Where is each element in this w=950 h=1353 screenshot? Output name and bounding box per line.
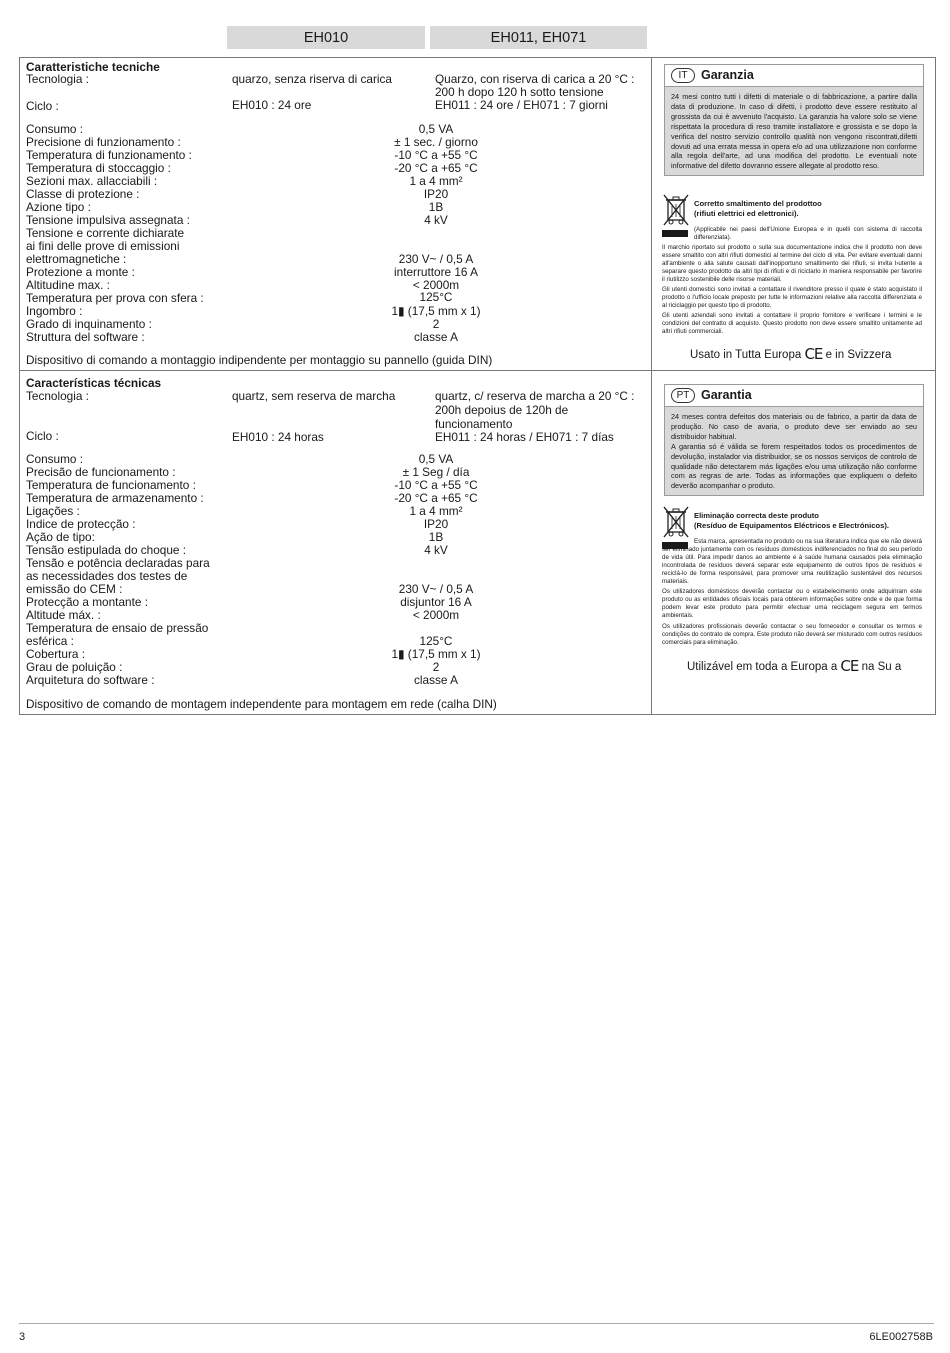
it-usage-after: e in Svizzera <box>825 349 892 361</box>
it-cycle-label: Ciclo : <box>26 99 59 113</box>
spec-value: disjuntor 16 A <box>400 595 472 609</box>
spec-value: 1B <box>428 530 444 544</box>
spec-value: < 2000m <box>412 278 460 292</box>
spec-value: 0,5 VA <box>418 122 454 136</box>
spec-value: 4 kV <box>424 543 448 557</box>
it-weee-note: (Applicabile nei paesi dell'Unione Europea e in quelli con sistema di raccolta differenziata). <box>694 226 922 241</box>
spec-value: 230 V~ / 0,5 A <box>398 252 474 266</box>
it-side-panel <box>651 58 936 370</box>
spec-label: Temperatura de funcionamento : <box>26 478 196 492</box>
spec-label: Protecção a montante : <box>26 595 148 609</box>
spec-table <box>19 57 936 715</box>
it-title: Caratteristiche tecniche <box>26 60 160 74</box>
weee-bin-icon <box>663 194 689 226</box>
spec-label: Ação de tipo: <box>26 530 95 544</box>
spec-value: ± 1 Seg / día <box>402 465 470 479</box>
pt-guarantee-text: 24 meses contra defeitos dos materiais ou de fabrico, a partir da data de produção. No caso de avaria, o produto deve ser enviado ao seu distribuidor habitual. A garantia só é válida se forem respeitados todos os procedimentos de devolução, instalador via distribuidor, se os nossos serviços de controlo de qualidade não detectarem más ligações e/ou uma utilização não conforme com as regras de arte. Todas as informações que expliquem o defeito deverão acompanhar o produto. <box>665 407 923 495</box>
spec-value: -20 °C a +65 °C <box>394 491 478 505</box>
spec-value: -10 °C a +55 °C <box>394 148 478 162</box>
it-tech-eh011-2: 200 h dopo 120 h sotto tensione <box>435 85 604 99</box>
pt-specs <box>20 371 650 714</box>
spec-value: < 2000m <box>412 608 460 622</box>
spec-label: Azione tipo : <box>26 200 91 214</box>
spec-label: elettromagnetiche : <box>26 252 127 266</box>
spec-label: Arquitetura do software : <box>26 673 155 687</box>
spec-value: -10 °C a +55 °C <box>394 478 478 492</box>
pt-tech-eh011-1: quartz, c/ reserva de marcha a 20 °C : <box>435 389 635 403</box>
weee-bar-icon <box>662 230 688 237</box>
it-guarantee-header <box>665 65 923 87</box>
it-guarantee-text: 24 mesi contro tutti i difetti di materiale o di fabbricazione, a partire dalla data di produzione. In caso di difetti, i prodotto deve essere restituito al grossista da cui è avvenuto l'acquisto. La garanzia ha valore solo se viene rispettata la procedura di reso tramite installatore e grossista e se dopo la verifica del nostro servizio controllo qualità non vengono riscontrati,difetti dovuti ad una errata messa in opera e/o ad una utilizzazione non conforme alla regola dell'arte, ad una modifica del prodotto. Le eventuali note informative del difetto dovranno essere allegate al prodotto reso. <box>665 87 923 175</box>
spec-label: Ligações : <box>26 504 80 518</box>
spec-label: Consumo : <box>26 452 84 466</box>
spec-label: Temperatura de armazenamento : <box>26 491 204 505</box>
pt-tech-eh010: quartz, sem reserva de marcha <box>232 389 396 403</box>
spec-label: Cobertura : <box>26 647 86 661</box>
spec-label: Ingombro : <box>26 304 83 318</box>
it-guarantee-title: Garanzia <box>701 68 754 82</box>
spec-value: 125°C <box>419 290 453 304</box>
pt-guarantee-title: Garantia <box>701 388 752 402</box>
spec-label: Temperatura per prova con sfera : <box>26 291 204 305</box>
it-specs <box>20 58 650 370</box>
it-weee-p2: Gli utenti domestici sono invitati a contattare il rivenditore presso il quale è stato acquistato il prodotto o l'ufficio locale preposto per tutte le informazioni relative alla raccolta differenziata e al riciclaggio per questo tipo di prodotto. <box>662 286 922 309</box>
it-country-code: IT <box>671 68 695 83</box>
it-cycle-eh011: EH011 : 24 ore / EH071 : 7 giorni <box>435 98 608 112</box>
pt-usage-after: na Su a <box>861 661 902 673</box>
spec-value: -20 °C a +65 °C <box>394 161 478 175</box>
spec-label: esférica : <box>26 634 74 648</box>
spec-value: 1B <box>428 200 444 214</box>
pt-usage <box>687 657 901 675</box>
it-weee-title <box>694 199 822 219</box>
spec-value: interruttore 16 A <box>394 265 478 279</box>
it-usage-before: Usato in Tutta Europa <box>690 349 802 361</box>
spec-label: Temperatura di stoccaggio : <box>26 161 171 175</box>
pt-usage-before: Utilizável em toda a Europa a <box>687 661 838 673</box>
spec-value: classe A <box>414 330 458 344</box>
page-number: 3 <box>19 1331 26 1343</box>
it-weee-title-2: (rifiuti elettrici ed elettronici). <box>694 209 799 218</box>
spec-label: Consumo : <box>26 122 84 136</box>
spec-value: 1▮ (17,5 mm x 1) <box>391 647 481 661</box>
spec-value: 125°C <box>419 634 453 648</box>
spec-value: IP20 <box>423 187 449 201</box>
pt-tech-eh011-2: 200h depoius de 120h de <box>435 403 569 417</box>
spec-value: 2 <box>432 317 440 331</box>
document-code: 6LE002758B <box>869 1331 933 1343</box>
pt-cycle-eh010: EH010 : 24 horas <box>232 430 324 444</box>
section-portuguese <box>20 371 935 715</box>
it-tech-eh011-1: Quarzo, con riserva di carica a 20 °C : <box>435 72 635 86</box>
it-cycle-eh010: EH010 : 24 ore <box>232 98 312 112</box>
spec-label: as necessidades dos testes de <box>26 569 188 583</box>
spec-label: Altitude máx. : <box>26 608 101 622</box>
it-usage <box>690 345 891 363</box>
ce-mark-icon: CE <box>804 345 823 363</box>
header-eh010: EH010 <box>227 26 425 49</box>
spec-value: 1 a 4 mm² <box>409 504 463 518</box>
pt-tech-eh011-3: funcionamento <box>435 417 513 431</box>
spec-label: Altitudine max. : <box>26 278 110 292</box>
pt-cycle-label: Ciclo : <box>26 429 59 443</box>
spec-label: Tensione e corrente dichiarate <box>26 226 185 240</box>
section-italian <box>20 58 935 371</box>
it-weee-p1: Il marchio riportato sul prodotto o sulla sua documentazione indica che il prodotto non deve essere smaltito con altri rifiuti domestici al termine del ciclo di vita. Per evitare eventuali danni all'ambiente o alla salute causati dall'inopportuno smaltimento dei rifiuti, si invita l›utente a separare questo prodotto da altri tipi di rifiuti e di riciclarlo in maniera responsabile per favorire il riutilizzo sostenibile delle risorse materiali. <box>662 244 922 283</box>
pt-weee-p1: Os utilizadores domésticos deverão contactar ou o estabelecimento onde adquiriram este produto ou as entidades oficiais locais para obterem informações sobre onde e de que forma podem levar este produto para permitir efectuar uma reciclagem segura em termos ambientais. <box>662 588 922 619</box>
pt-weee-title-2: (Resíduo de Equipamentos Eléctricos e Electrónicos). <box>694 521 889 530</box>
header-eh011-eh071: EH011, EH071 <box>430 26 647 49</box>
spec-label: Temperatura de ensaio de pressão <box>26 621 209 635</box>
spec-label: Indice de protecção : <box>26 517 136 531</box>
pt-side-panel <box>651 371 936 714</box>
spec-label: Grado di inquinamento : <box>26 317 152 331</box>
spec-label: Grau de poluição : <box>26 660 123 674</box>
spec-value: ± 1 sec. / giorno <box>394 135 478 149</box>
pt-weee-title <box>694 511 889 531</box>
pt-cycle-eh011: EH011 : 24 horas / EH071 : 7 días <box>435 430 614 444</box>
it-weee-p3: Gli utenti aziendali sono invitati a contattare il proprio fornitore e verificare i termini e le condizioni del contratto di acquisto. Questo prodotto non deve essere smaltito unitamente ad altri rifiuti commerciali. <box>662 312 922 335</box>
pt-title: Características técnicas <box>26 376 162 390</box>
page-footer-rule <box>19 1323 934 1324</box>
spec-label: Sezioni max. allacciabili : <box>26 174 158 188</box>
spec-value: 1▮ (17,5 mm x 1) <box>391 304 481 318</box>
pt-country-code: PT <box>671 388 695 403</box>
spec-label: ai fini delle prove di emissioni <box>26 239 180 253</box>
spec-value: 1 a 4 mm² <box>409 174 463 188</box>
pt-footer: Dispositivo de comando de montagem independente para montagem em rede (calha DIN) <box>26 697 497 711</box>
spec-label: Tensione impulsiva assegnata : <box>26 213 190 227</box>
spec-label: Temperatura di funzionamento : <box>26 148 192 162</box>
weee-bin-icon <box>663 506 689 538</box>
spec-value: classe A <box>414 673 458 687</box>
spec-label: Precisione di funzionamento : <box>26 135 181 149</box>
spec-value: 230 V~ / 0,5 A <box>398 582 474 596</box>
it-tech-eh010: quarzo, senza riserva di carica <box>232 72 392 86</box>
pt-weee-p2: Os utilizadores profissionais deverão contactar o seu fornecedor e consultar os termos e condições do contrato de compra. Este produto não deverá ser misturado com outros resíduos comerciais para eliminação. <box>662 623 922 646</box>
spec-value: IP20 <box>423 517 449 531</box>
spec-label: Tensão estipulada do choque : <box>26 543 187 557</box>
spec-label: emissão do CEM : <box>26 582 123 596</box>
it-footer: Dispositivo di comando a montaggio indipendente per montaggio su pannello (guida DIN) <box>26 353 493 367</box>
pt-weee-note: Esta marca, apresentada no produto ou na sua literatura indica que ele não deverá ser eliminado juntamente com os resíduos domésticos indiferenciados no final do seu período de vida útil. Para impedir danos ao ambiente e à saúde humana causados pela eliminação incontrolada de resíduos deverá separar este equipamento de outros tipos de resíduos e reciclá-lo de forma responsável, para promover uma reutilização sustentável dos recursos materiais. <box>662 538 922 585</box>
spec-label: Struttura del software : <box>26 330 145 344</box>
it-weee-title-1: Corretto smaltimento del prodottoo <box>694 199 822 208</box>
pt-guarantee-box <box>664 384 924 496</box>
ce-mark-icon: CE <box>840 657 859 675</box>
spec-value: 2 <box>432 660 440 674</box>
spec-label: Protezione a monte : <box>26 265 135 279</box>
spec-value: 4 kV <box>424 213 448 227</box>
spec-label: Classe di protezione : <box>26 187 140 201</box>
spec-value: 0,5 VA <box>418 452 454 466</box>
pt-guarantee-header <box>665 385 923 407</box>
it-tech-label: Tecnologia : <box>26 72 89 86</box>
it-guarantee-box <box>664 64 924 176</box>
spec-label: Tensão e potência declaradas para <box>26 556 210 570</box>
spec-label: Precisão de funcionamento : <box>26 465 176 479</box>
pt-tech-label: Tecnologia : <box>26 389 89 403</box>
pt-weee-title-1: Eliminação correcta deste produto <box>694 511 819 520</box>
